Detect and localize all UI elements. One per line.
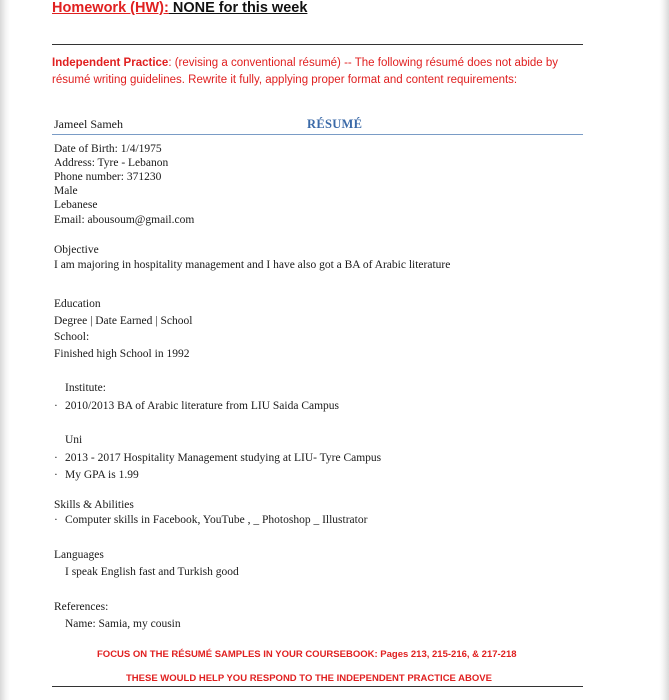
personal-phone: Phone number: 371230 [54,171,162,183]
list-item [54,469,139,481]
bullet-icon: · [54,400,58,412]
page-edge-right [659,0,669,700]
homework-heading [52,0,307,16]
references-heading: References: [54,601,109,613]
bullet-icon: · [54,452,58,464]
objective-text: I am majoring in hospitality management and I have also got a BA of Arabic literature [54,259,451,271]
objective-heading: Objective [54,244,99,256]
references-text: Name: Samia, my cousin [65,618,181,630]
skills-item: Computer skills in Facebook, YouTube , _ Photoshop _ Illustrator [65,514,368,526]
practice-text: : (revising a conventional résumé) -- The following résumé does not abide by résumé writing guidelines. Rewrite it fully, applying proper format and content requirements: [52,57,559,86]
footer-note-2: THESE WOULD HELP YOU RESPOND TO THE INDEPENDENT PRACTICE ABOVE [126,673,492,684]
uni-item: My GPA is 1.99 [65,469,139,481]
homework-label: Homework (HW): [52,0,169,16]
footer-note-1: FOCUS ON THE RÉSUMÉ SAMPLES IN YOUR COURSEBOOK: Pages 213, 215-216, & 217-218 [97,649,517,660]
practice-label: Independent Practice [52,57,169,69]
personal-dob: Date of Birth: 1/4/1975 [54,143,162,155]
uni-label: Uni [65,434,83,446]
education-format: Degree | Date Earned | School [54,315,193,327]
school-label: School: [54,331,90,343]
homework-value: NONE for this week [168,0,308,16]
skills-heading: Skills & Abilities [54,499,134,511]
institute-label: Institute: [65,382,106,394]
languages-heading: Languages [54,549,104,561]
institute-item: 2010/2013 BA of Arabic literature from LIU Saida Campus [65,400,340,412]
personal-gender: Male [54,185,78,197]
languages-text: I speak English fast and Turkish good [65,566,239,578]
education-heading: Education [54,298,101,310]
bullet-icon: · [54,469,58,481]
list-item [54,452,381,464]
list-item [54,400,339,412]
resume-name: Jameel Sameh [54,117,123,131]
top-divider [52,44,583,45]
list-item [54,514,367,526]
uni-item: 2013 - 2017 Hospitality Management studying at LIU- Tyre Campus [65,452,382,464]
personal-address: Address: Tyre - Lebanon [54,157,169,169]
bottom-divider [52,686,583,687]
personal-nationality: Lebanese [54,199,98,211]
school-text: Finished high School in 1992 [54,348,190,360]
resume-divider [52,134,583,135]
personal-email: Email: abousoum@gmail.com [54,214,195,226]
page-edge-left [0,0,10,700]
bullet-icon: · [54,514,58,526]
practice-instructions [52,55,572,89]
resume-title: RÉSUMÉ [307,117,363,131]
